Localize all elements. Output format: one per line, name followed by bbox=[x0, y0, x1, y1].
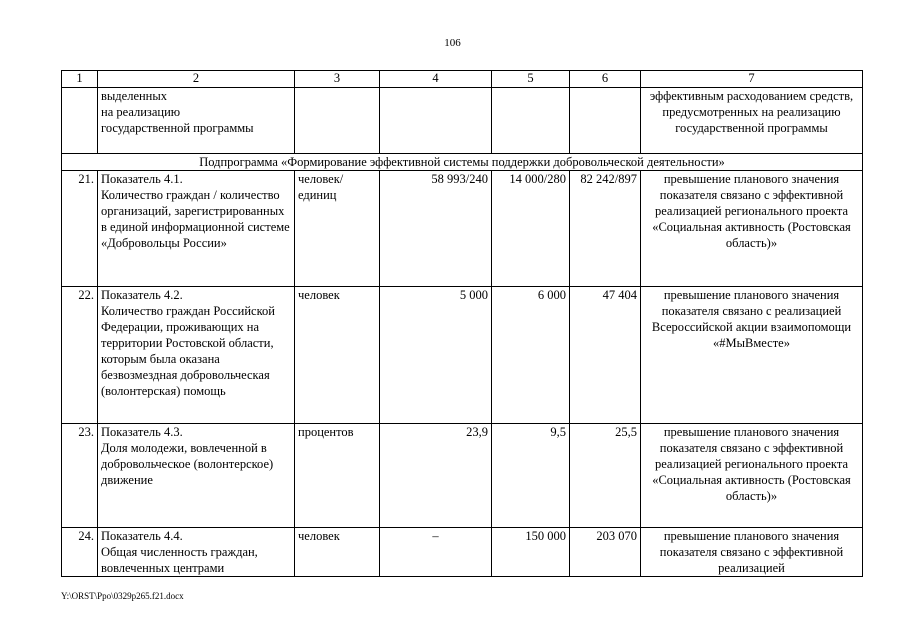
value-cell: 47 404 bbox=[570, 287, 641, 424]
value-cell: 203 070 bbox=[570, 528, 641, 577]
indicator-name: выделенных на реализацию государственной программы bbox=[98, 88, 295, 154]
row-number bbox=[62, 88, 98, 154]
unit-cell: процентов bbox=[295, 424, 380, 528]
comment-cell: превышение планового значения показателя связано с реализацией Всероссийской акции взаимопомощи «#МыВместе» bbox=[641, 287, 863, 424]
value-cell bbox=[492, 88, 570, 154]
comment-cell: превышение планового значения показателя связано с эффективной реализацией регионального проекта «Социальная активность (Ростовская область)» bbox=[641, 424, 863, 528]
unit-cell: человек bbox=[295, 528, 380, 577]
column-header: 7 bbox=[641, 71, 863, 88]
comment-cell: превышение планового значения показателя связано с эффективной реализацией bbox=[641, 528, 863, 577]
column-header: 4 bbox=[380, 71, 492, 88]
row-number: 21. bbox=[62, 171, 98, 287]
indicator-name: Показатель 4.1. Количество граждан / количество организаций, зарегистрированных в единой информационной системе «Добровольцы России» bbox=[98, 171, 295, 287]
value-cell: 23,9 bbox=[380, 424, 492, 528]
indicator-name: Показатель 4.3. Доля молодежи, вовлеченной в добровольческое (волонтерское) движение bbox=[98, 424, 295, 528]
row-number: 22. bbox=[62, 287, 98, 424]
column-number-row bbox=[62, 71, 863, 88]
unit-cell bbox=[295, 88, 380, 154]
value-cell: 14 000/280 bbox=[492, 171, 570, 287]
table-row bbox=[62, 528, 863, 577]
indicator-name: Показатель 4.4. Общая численность граждан, вовлеченных центрами bbox=[98, 528, 295, 577]
value-cell bbox=[380, 88, 492, 154]
table-row bbox=[62, 287, 863, 424]
value-cell: 6 000 bbox=[492, 287, 570, 424]
page-number: 106 bbox=[444, 37, 461, 49]
value-cell: 58 993/240 bbox=[380, 171, 492, 287]
column-header: 2 bbox=[98, 71, 295, 88]
subprogram-row bbox=[62, 154, 863, 171]
row-number: 24. bbox=[62, 528, 98, 577]
unit-cell: человек bbox=[295, 287, 380, 424]
indicators-table bbox=[61, 70, 863, 577]
value-cell bbox=[570, 88, 641, 154]
value-cell: – bbox=[380, 528, 492, 577]
column-header: 5 bbox=[492, 71, 570, 88]
value-cell: 5 000 bbox=[380, 287, 492, 424]
value-cell: 82 242/897 bbox=[570, 171, 641, 287]
table-row bbox=[62, 424, 863, 528]
column-header: 1 bbox=[62, 71, 98, 88]
column-header: 6 bbox=[570, 71, 641, 88]
value-cell: 150 000 bbox=[492, 528, 570, 577]
table-row bbox=[62, 171, 863, 287]
unit-cell: человек/ единиц bbox=[295, 171, 380, 287]
comment-cell: эффективным расходованием средств, предусмотренных на реализацию государственной программы bbox=[641, 88, 863, 154]
indicator-name: Показатель 4.2. Количество граждан Российской Федерации, проживающих на территории Ростовской области, которым была оказана безвозмездная добровольческая (волонтерская) помощь bbox=[98, 287, 295, 424]
comment-cell: превышение планового значения показателя связано с эффективной реализацией регионального проекта «Социальная активность (Ростовская область)» bbox=[641, 171, 863, 287]
value-cell: 25,5 bbox=[570, 424, 641, 528]
value-cell: 9,5 bbox=[492, 424, 570, 528]
column-header: 3 bbox=[295, 71, 380, 88]
row-number: 23. bbox=[62, 424, 98, 528]
footer-file-path: Y:\ORST\Ppo\0329p265.f21.docx bbox=[61, 591, 184, 601]
table-row bbox=[62, 88, 863, 154]
subprogram-title: Подпрограмма «Формирование эффективной системы поддержки добровольческой деятельности» bbox=[62, 154, 863, 171]
